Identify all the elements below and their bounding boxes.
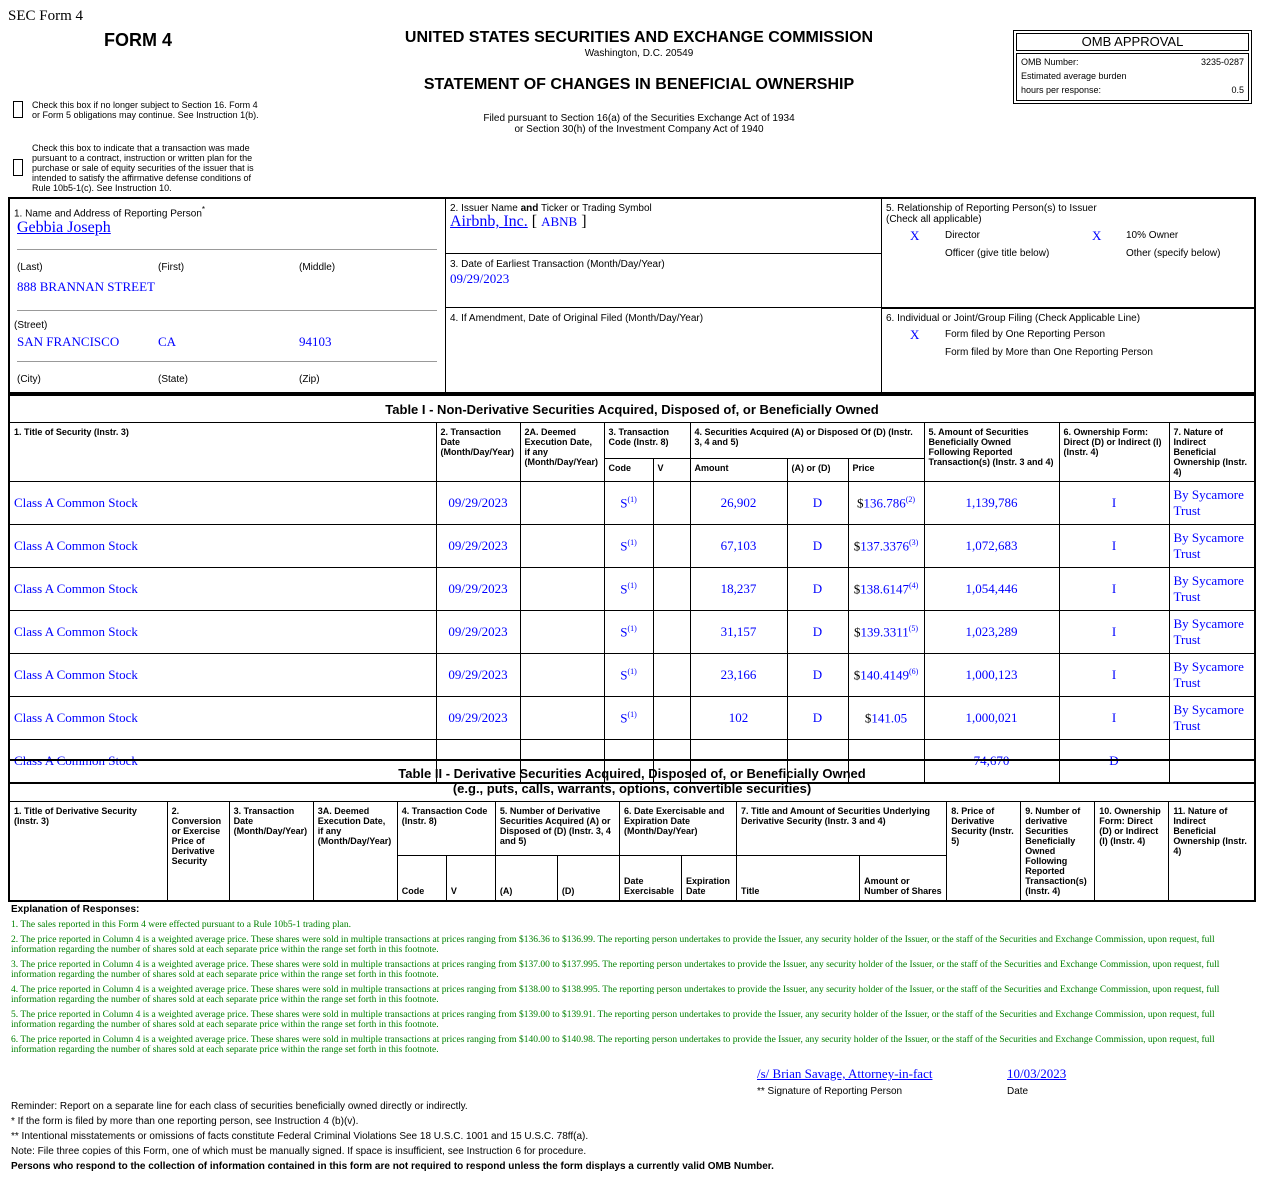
t1-col-title: 1. Title of Security (Instr. 3) <box>9 423 436 482</box>
cell-form: I <box>1059 697 1169 740</box>
footnotes <box>11 920 1246 1060</box>
cell-owned: 1,000,021 <box>924 697 1059 740</box>
cell-price: $136.786$^{(2)}$ <box>848 482 924 525</box>
t1-col-code: 3. Transaction Code (Instr. 8) <box>604 423 690 459</box>
cell-deemed <box>520 568 604 611</box>
cell-form: I <box>1059 482 1169 525</box>
cell-ad: D <box>787 482 848 525</box>
table-derivative <box>8 759 1256 902</box>
cell-form: I <box>1059 611 1169 654</box>
table-row <box>9 482 1255 525</box>
state-value: CA <box>158 334 177 349</box>
relationship-label: 5. Relationship of Reporting Person(s) to Issuer (Check all applicable) <box>886 203 1097 225</box>
issuer-name-link[interactable]: Airbnb, Inc. <box>450 213 528 230</box>
footer-note-2: ** Intentional misstatements or omissions of facts constitute Federal Criminal Violations See 18 U.S.C. 1001 and 15 U.S.C. 78ff(a). <box>11 1131 589 1142</box>
cell-code: $S^{(1)}$ <box>604 654 653 697</box>
table-row <box>9 654 1255 697</box>
signature-date: 10/03/2023 <box>1007 1066 1067 1081</box>
cell-price: $141.05 <box>848 697 924 740</box>
officer-label: Officer (give title below) <box>945 248 1050 259</box>
statement-title: STATEMENT OF CHANGES IN BENEFICIAL OWNERSHIP <box>423 76 855 93</box>
issuer-box <box>446 199 882 392</box>
t1-col-acquired: 4. Securities Acquired (A) or Disposed Of (D) (Instr. 3, 4 and 5) <box>690 423 924 459</box>
signature-name: /s/ Brian Savage, Attorney-in-fact <box>757 1066 933 1081</box>
cell-date: 09/29/2023 <box>436 482 520 525</box>
t2-col-nature: 11. Nature of Indirect Beneficial Ownership (Instr. 4) <box>1169 802 1255 902</box>
t2-sub-title: Title <box>737 855 860 901</box>
earliest-date-label: 3. Date of Earliest Transaction (Month/Day/Year) <box>450 259 665 270</box>
omb-number-label: OMB Number: <box>1021 57 1079 67</box>
commission-title: UNITED STATES SECURITIES AND EXCHANGE COMMISSION <box>404 29 874 46</box>
t2-sub-expiration: Expiration Date <box>682 855 737 901</box>
ticker-symbol: ABNB <box>541 214 578 229</box>
director-label: Director <box>945 230 981 241</box>
t1-col-owned: 5. Amount of Securities Beneficially Owned Following Reported Transaction(s) (Instr. 3 and 4) <box>924 423 1059 482</box>
cell-date: 09/29/2023 <box>436 697 520 740</box>
cell-owned: 1,054,446 <box>924 568 1059 611</box>
rule10b5-checkbox[interactable] <box>13 159 23 176</box>
omb-approval-box <box>1013 30 1252 104</box>
filing-label: 6. Individual or Joint/Group Filing (Check Applicable Line) <box>886 313 1141 324</box>
earliest-date-value: 09/29/2023 <box>450 271 510 286</box>
omb-number: 3235-0287 <box>1200 57 1244 67</box>
cell-ad: D <box>787 568 848 611</box>
cell-nature: By Sycamore Trust <box>1169 611 1255 654</box>
divider <box>446 307 881 308</box>
cell-v <box>653 697 690 740</box>
footnote: 1. The sales reported in this Form 4 were effected pursuant to a Rule 10b5-1 trading plan. <box>11 920 351 930</box>
cell-form: I <box>1059 525 1169 568</box>
owner-label: 10% Owner <box>1126 230 1179 241</box>
issuer-value: Airbnb, Inc. [ ABNB ] <box>450 213 587 230</box>
t2-col-form: 10. Ownership Form: Direct (D) or Indirect (I) (Instr. 4) <box>1095 802 1169 902</box>
t2-sub-exercisable: Date Exercisable <box>619 855 681 901</box>
reminder-text: Reminder: Report on a separate line for each class of securities beneficially owned directly or indirectly. <box>11 1101 468 1112</box>
footnote: 3. The price reported in Column 4 is a weighted average price. These shares were sold in multiple transactions at prices ranging from $137.00 to $137.995. The reporting person undertakes to provide the Issuer, any security holder of the Issuer, or the staff of the Securities and Exchange Commission, upon request, full information regarding the number of shares sold at each separate price within the range set forth in this footnote. <box>11 960 1220 980</box>
street-label: (Street) <box>14 320 48 331</box>
last-label: (Last) <box>17 262 43 273</box>
amendment-label: 4. If Amendment, Date of Original Filed (Month/Day/Year) <box>450 313 704 324</box>
cell-nature: By Sycamore Trust <box>1169 568 1255 611</box>
footer-note-3: Note: File three copies of this Form, one of which must be manually signed. If space is insufficient, see Instruction 6 for procedure. <box>11 1146 587 1157</box>
city-label: (City) <box>17 374 41 385</box>
commission-location: Washington, D.C. 20549 <box>584 48 694 59</box>
cell-price: $138.6147$^{(4)}$ <box>848 568 924 611</box>
cell-title: Class A Common Stock <box>9 654 436 697</box>
omb-burden-label: Estimated average burden <box>1021 71 1127 81</box>
cell-owned: 1,023,289 <box>924 611 1059 654</box>
t2-col-underlying: 7. Title and Amount of Securities Underlying Derivative Security (Instr. 3 and 4) <box>737 802 947 856</box>
t1-col-date: 2. Transaction Date (Month/Day/Year) <box>436 423 520 482</box>
cell-amount: 18,237 <box>690 568 787 611</box>
cell-title: Class A Common Stock <box>9 482 436 525</box>
t2-col-number: 5. Number of Derivative Securities Acquired (A) or Disposed of (D) (Instr. 3, 4 and 5) <box>495 802 619 856</box>
cell-title: Class A Common Stock <box>9 525 436 568</box>
cell-owned: 1,072,683 <box>924 525 1059 568</box>
t2-col-conversion: 2. Conversion or Exercise Price of Derivative Security <box>167 802 229 902</box>
cell-deemed <box>520 697 604 740</box>
t1-col-deemed: 2A. Deemed Execution Date, if any (Month/Day/Year) <box>520 423 604 482</box>
t2-sub-amount: Amount or Number of Shares <box>860 855 947 901</box>
date-label: Date <box>1007 1086 1029 1097</box>
cell-amount: 23,166 <box>690 654 787 697</box>
cell-deemed <box>520 654 604 697</box>
cell-form: D <box>1059 740 1169 784</box>
omb-hours: 0.5 <box>1231 85 1244 95</box>
t1-sub-code: Code <box>604 458 653 481</box>
cell-deemed <box>520 611 604 654</box>
cell-code: $S^{(1)}$ <box>604 482 653 525</box>
cell-v <box>653 611 690 654</box>
cell-price: $139.3311$^{(5)}$ <box>848 611 924 654</box>
cell-code: $S^{(1)}$ <box>604 525 653 568</box>
cell-title: Class A Common Stock <box>9 611 436 654</box>
state-label: (State) <box>158 374 189 385</box>
cell-title: Class A Common Stock <box>9 740 436 784</box>
reporting-person-name[interactable]: Gebbia Joseph <box>17 219 111 236</box>
cell-ad: D <box>787 654 848 697</box>
cell-code: $S^{(1)}$ <box>604 568 653 611</box>
table-non-derivative <box>8 394 1256 784</box>
cell-v <box>653 568 690 611</box>
section16-checkbox[interactable] <box>13 101 23 118</box>
table-row <box>9 697 1255 740</box>
zip-label: (Zip) <box>299 374 320 385</box>
cell-form: I <box>1059 568 1169 611</box>
divider <box>17 361 437 362</box>
t1-sub-aord: (A) or (D) <box>787 458 848 481</box>
sec-form-label: SEC Form 4 <box>8 8 84 24</box>
cell-owned: 1,139,786 <box>924 482 1059 525</box>
explanation-title: Explanation of Responses: <box>11 904 140 915</box>
cell-title: Class A Common Stock <box>9 568 436 611</box>
table-row <box>9 568 1255 611</box>
cell-owned: 1,000,123 <box>924 654 1059 697</box>
zip-value: 94103 <box>299 334 332 349</box>
cell-v <box>653 482 690 525</box>
cell-v <box>653 525 690 568</box>
cell-code: $S^{(1)}$ <box>604 611 653 654</box>
cell-amount: 31,157 <box>690 611 787 654</box>
cell-ad: D <box>787 611 848 654</box>
t2-sub-v: V <box>446 855 495 901</box>
t2-col-deemed: 3A. Deemed Execution Date, if any (Month/Day/Year) <box>313 802 397 902</box>
cell-title: Class A Common Stock <box>9 697 436 740</box>
first-label: (First) <box>158 262 185 273</box>
footnote: 6. The price reported in Column 4 is a weighted average price. These shares were sold in multiple transactions at prices ranging from $140.00 to $140.98. The reporting person undertakes to provide the Issuer, any security holder of the Issuer, or the staff of the Securities and Exchange Commission, upon request, full information regarding the number of shares sold at each separate price within the range set forth in this footnote. <box>11 1035 1215 1055</box>
t1-col-nature: 7. Nature of Indirect Beneficial Ownership (Instr. 4) <box>1169 423 1255 482</box>
relationship-box <box>882 199 1254 392</box>
cell-price: $137.3376$^{(3)}$ <box>848 525 924 568</box>
cell-deemed <box>520 525 604 568</box>
cell-amount: 102 <box>690 697 787 740</box>
t1-sub-v: V <box>653 458 690 481</box>
t2-sub-d: (D) <box>557 855 619 901</box>
table2-title: Table II - Derivative Securities Acquired, Disposed of, or Beneficially Owned (e.g., puts, calls, warrants, options, convertible securities) <box>9 760 1255 802</box>
footer-note-1: * If the form is filed by more than one reporting person, see Instruction 4 (b)(v). <box>11 1116 359 1127</box>
cell-nature: By Sycamore Trust <box>1169 697 1255 740</box>
owner-check[interactable]: X <box>1092 228 1102 243</box>
cell-nature: By Sycamore Trust <box>1169 654 1255 697</box>
rule10b5-text: Check this box to indicate that a transaction was made pursuant to a contract, instruction or written plan for the purchase or sale of equity securities of the issuer that is intended to satisfy the affirmative defense conditions of Rule 10b5-1(c). See Instruction 10. <box>32 143 254 193</box>
other-label: Other (specify below) <box>1126 248 1221 259</box>
table-row <box>9 525 1255 568</box>
reporting-person-label: 1. Name and Address of Reporting Person* <box>14 205 206 220</box>
footnote: 4. The price reported in Column 4 is a weighted average price. These shares were sold in multiple transactions at prices ranging from $138.00 to $138.995. The reporting person undertakes to provide the Issuer, any security holder of the Issuer, or the staff of the Securities and Exchange Commission, upon request, full information regarding the number of shares sold at each separate price within the range set forth in this footnote. <box>11 985 1220 1005</box>
footnote: 5. The price reported in Column 4 is a weighted average price. These shares were sold in multiple transactions at prices ranging from $139.00 to $139.91. The reporting person undertakes to provide the Issuer, any security holder of the Issuer, or the staff of the Securities and Exchange Commission, upon request, full information regarding the number of shares sold at each separate price within the range set forth in this footnote. <box>11 1010 1215 1030</box>
divider <box>446 253 881 254</box>
cell-date: 09/29/2023 <box>436 654 520 697</box>
t2-col-code: 4. Transaction Code (Instr. 8) <box>397 802 495 856</box>
t1-col-form: 6. Ownership Form: Direct (D) or Indirect (I) (Instr. 4) <box>1059 423 1169 482</box>
cell-date: 09/29/2023 <box>436 611 520 654</box>
omb-details <box>1016 53 1249 101</box>
t2-col-date: 3. Transaction Date (Month/Day/Year) <box>229 802 313 902</box>
omb-hours-label: hours per response: <box>1021 85 1102 95</box>
cell-amount: 67,103 <box>690 525 787 568</box>
t2-col-owned: 9. Number of derivative Securities Beneficially Owned Following Reported Transaction(s) (Instr. 4) <box>1021 802 1095 902</box>
footnote: 2. The price reported in Column 4 is a weighted average price. These shares were sold in multiple transactions at prices ranging from $136.36 to $136.99. The reporting person undertakes to provide the Issuer, any security holder of the Issuer, or the staff of the Securities and Exchange Commission, upon request, full information regarding the number of shares sold at each separate price within the range set forth in this footnote. <box>11 935 1215 955</box>
t2-col-title: 1. Title of Derivative Security (Instr. 3) <box>9 802 167 902</box>
divider <box>17 249 437 250</box>
section16-text: Check this box if no longer subject to Section 16. Form 4 or Form 5 obligations may continue. See Instruction 1(b). <box>32 100 259 120</box>
cell-deemed <box>520 482 604 525</box>
cell-form: I <box>1059 654 1169 697</box>
street-value: 888 BRANNAN STREET <box>17 279 155 294</box>
middle-label: (Middle) <box>299 262 336 273</box>
form-number: FORM 4 <box>104 30 173 50</box>
cell-ad: D <box>787 697 848 740</box>
cell-v <box>653 654 690 697</box>
cell-ad: D <box>787 525 848 568</box>
more-person-label: Form filed by More than One Reporting Person <box>945 347 1153 358</box>
filed-pursuant: Filed pursuant to Section 16(a) of the Securities Exchange Act of 1934 or Section 30(h) of the Investment Company Act of 1940 <box>483 113 795 135</box>
director-check[interactable]: X <box>910 228 920 243</box>
cell-nature: By Sycamore Trust <box>1169 525 1255 568</box>
t2-sub-a: (A) <box>495 855 557 901</box>
footer-note-4: Persons who respond to the collection of information contained in this form are not required to respond unless the form displays a currently valid OMB Number. <box>11 1161 774 1172</box>
one-person-check[interactable]: X <box>910 327 920 342</box>
city-value: SAN FRANCISCO <box>17 334 120 349</box>
table1-title: Table I - Non-Derivative Securities Acquired, Disposed of, or Beneficially Owned <box>9 395 1255 423</box>
t2-col-exercisable: 6. Date Exercisable and Expiration Date (Month/Day/Year) <box>619 802 736 856</box>
divider <box>17 310 437 311</box>
cell-amount: 26,902 <box>690 482 787 525</box>
cell-nature: By Sycamore Trust <box>1169 482 1255 525</box>
t2-col-price: 8. Price of Derivative Security (Instr. 5) <box>947 802 1021 902</box>
issuer-label: 2. Issuer Name and Ticker or Trading Symbol <box>450 203 652 214</box>
t2-sub-code: Code <box>397 855 446 901</box>
omb-title: OMB APPROVAL <box>1016 33 1249 51</box>
divider <box>882 307 1254 309</box>
t1-sub-amount: Amount <box>690 458 787 481</box>
reporting-person-box <box>10 199 446 392</box>
cell-code: $S^{(1)}$ <box>604 697 653 740</box>
cell-price: $140.4149$^{(6)}$ <box>848 654 924 697</box>
signature-label: ** Signature of Reporting Person <box>757 1086 903 1097</box>
cell-date: 09/29/2023 <box>436 525 520 568</box>
cell-owned: 74,670 <box>924 740 1059 784</box>
t1-sub-price: Price <box>848 458 924 481</box>
cell-date: 09/29/2023 <box>436 568 520 611</box>
table-row <box>9 611 1255 654</box>
one-person-label: Form filed by One Reporting Person <box>945 329 1106 340</box>
